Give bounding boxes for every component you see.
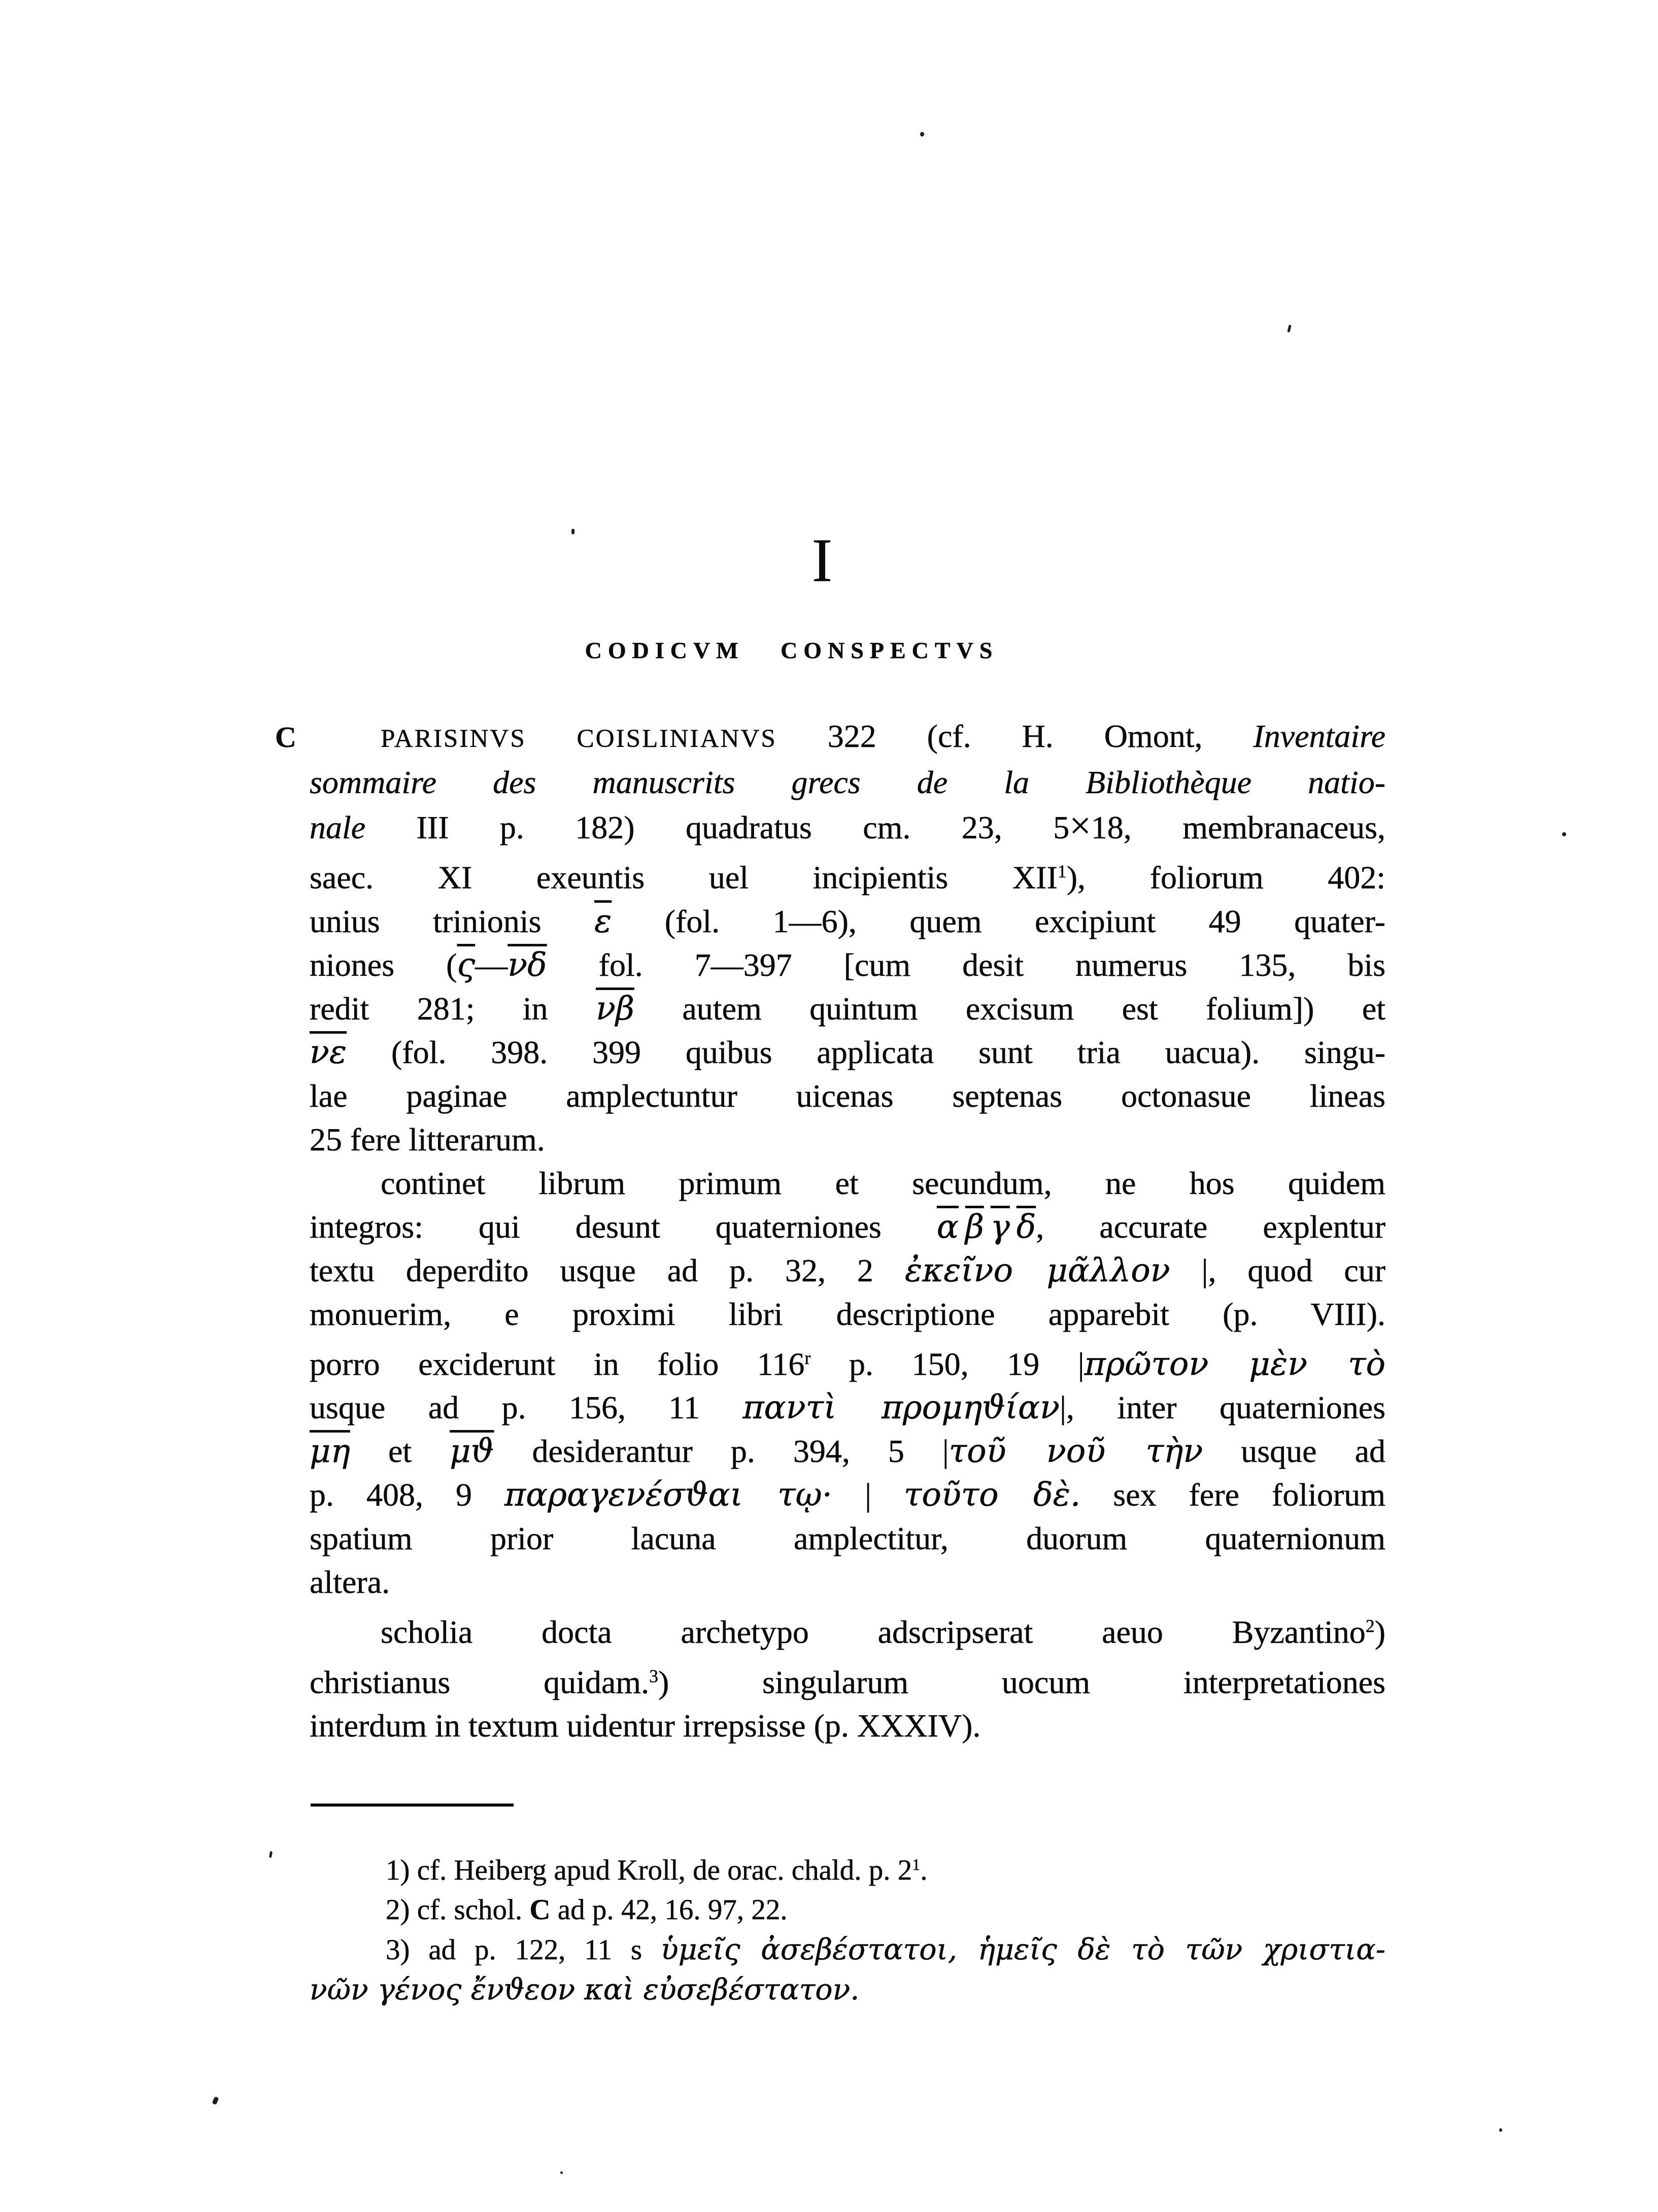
text-line: PARISINVS COISLINIANVS 322 (cf. H. Omont, Inventaire C (310, 714, 1385, 761)
section-title: CODICVM CONSPECTVS (585, 637, 999, 663)
scan-artifact (1562, 832, 1566, 836)
text-line: redit 281; in $\overline{\nu\beta}$ autem quintum excisum est folium]) et (310, 990, 1386, 1028)
body-paragraph (310, 1162, 1385, 1605)
manuscript-siglum: C (275, 721, 296, 754)
footnotes (310, 1845, 1385, 2010)
section-numeral: I (811, 526, 833, 595)
scan-artifact (1287, 325, 1291, 333)
text-line: interdum in textum uidentur irrepsisse (p. XXXIV). (310, 1708, 981, 1744)
footnote-line: 3) ad p. 122, 11 s ὑμεῖς ἀσεβέστατοι, ἡμεῖς δὲ τὸ τῶν χριστια- (386, 1933, 1385, 1967)
scan-artifact (920, 132, 924, 137)
body-paragraphs (275, 714, 1386, 1748)
body-paragraph (310, 1604, 1385, 1748)
text-line: altera. (310, 1564, 390, 1600)
scan-artifact (212, 2096, 219, 2105)
text-line: spatium prior lacuna amplectitur, duorum quaternionum (310, 1520, 1385, 1556)
text-line: textu deperdito usque ad p. 32, 2 ἐκεῖνο μᾶλλον |, quod cur (310, 1251, 1386, 1289)
text-column (275, 714, 1386, 2010)
text-line: $\overline{\mu\eta}$ et $\overline{\mu ϑ}$ desiderantur p. 394, 5 |τοῦ νοῦ τὴν usque ad (310, 1433, 1386, 1470)
footnote-line: 2) cf. schol. C ad p. 42, 16. 97, 22. (386, 1894, 788, 1926)
text-line: sommaire des manuscrits grecs de la Bibliothèque natio- (310, 764, 1385, 800)
scan-artifact (571, 529, 574, 534)
text-line: nale III p. 182) quadratus cm. 23, 5×18, membranaceus, (310, 805, 1386, 847)
footnote-line: νῶν γένος ἔνϑεον καὶ εὐσεβέστατον. (310, 1973, 860, 2007)
body-paragraph (275, 714, 1386, 1162)
scan-artifact (560, 2171, 563, 2174)
text-line: scholia docta archetypo adscripserat aeuo Byzantino$^2$) (381, 1614, 1385, 1650)
text-line: p. 408, 9 παραγενέσϑαι τῳ· | τοῦτο δὲ. sex fere foliorum (310, 1476, 1386, 1514)
footnote-rule (311, 1803, 514, 1807)
scan-artifact (1499, 2128, 1502, 2132)
text-line: niones ($\overline{\varsigma}—\overline{\nu\delta}$ fol. 7—397 [cum desit numerus 135, bis (310, 946, 1385, 984)
text-line: christianus quidam.$^3$) singularum uocum interpretationes (310, 1664, 1386, 1700)
text-line: usque ad p. 156, 11 παντὶ προμηϑίαν|, inter quaterniones (310, 1389, 1386, 1426)
footnote-line: 1) cf. Heiberg apud Kroll, de orac. chald. p. $2^1$. (386, 1854, 928, 1887)
text-line: 25 fere litterarum. (310, 1121, 545, 1158)
text-line: $\overline{\nu\varepsilon}$ (fol. 398. 399 quibus applicata sunt tria uacua). singu- (310, 1033, 1385, 1071)
text-line: porro exciderunt in folio 116$^r$ p. 150, 19 |πρῶτον μὲν τὸ (310, 1345, 1386, 1383)
text-line: lae paginae amplectuntur uicenas septenas octonasue lineas (310, 1077, 1385, 1114)
scan-artifact (269, 1851, 273, 1858)
text-line: continet librum primum et secundum, ne hos quidem (381, 1165, 1385, 1201)
text-line: integros: qui desunt quaterniones $\overline{\alpha}$ $\overline{\beta}$ $\overline{\gamma}$ $\overline{\delta}$, accurate explentur (310, 1208, 1385, 1246)
text-line: monuerim, e proximi libri descriptione apparebit (p. VIII). (310, 1296, 1385, 1332)
text-line: unius trinionis $\overline{\varepsilon}$ (fol. 1—6), quem excipiunt 49 quater- (310, 902, 1385, 940)
text-line: saec. XI exeuntis uel incipientis XII$^1$), foliorum 402: (310, 859, 1386, 896)
